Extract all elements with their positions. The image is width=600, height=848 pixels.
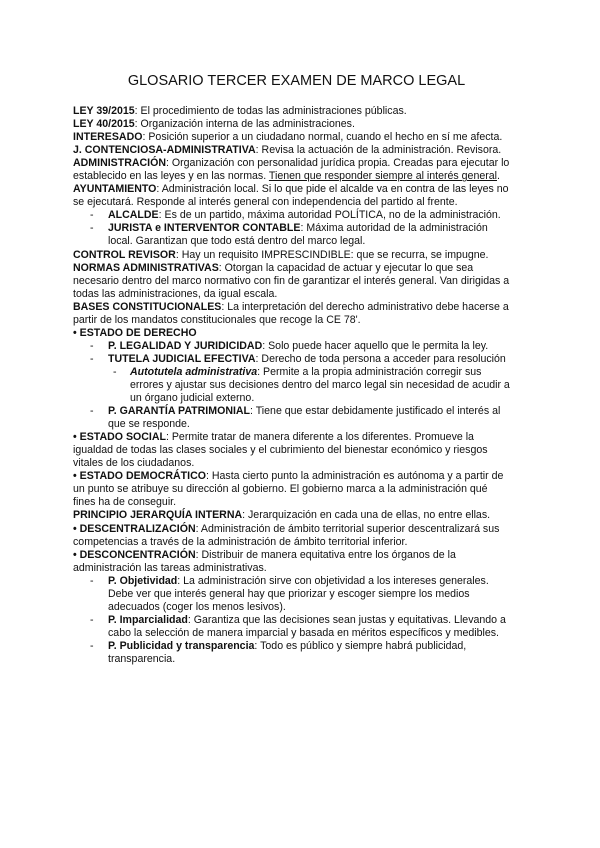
definition: : Es de un partido, máxima autoridad POLÍTICA, no de la administración.: [158, 209, 501, 222]
definition: : Todo es público y siempre habrá publicidad, transparencia.: [108, 639, 467, 665]
term: • ESTADO DEMOCRÁTICO: [73, 470, 206, 483]
entry-normas: [73, 262, 512, 301]
definition: : Solo puede hacer aquello que le permita la ley.: [262, 339, 489, 352]
term: LEY 39/2015: [73, 105, 135, 117]
definition: : La administración sirve con objetividad a los intereses generales. Debe ver que interés general hay que priorizar y escoger siempre los medios adecuados (coger los menos lesivos).: [108, 574, 489, 613]
entry-autotutela: [73, 366, 512, 405]
definition: : Distribuir de manera equitativa entre los órganos de la administración las tareas administrativas.: [73, 548, 456, 574]
term: P. Imparcialidad: [108, 613, 188, 626]
definition: : Organización interna de las administraciones.: [134, 118, 355, 131]
term: Autotutela administrativa: [130, 365, 258, 378]
term: J. CONTENCIOSA-ADMINISTRATIVA: [73, 144, 256, 157]
definition: : Hasta cierto punto la administración es autónoma y a partir de un punto se atribuye su dirección al gobierno. El gobierno marca a la administración qué fines ha de conseguir.: [73, 470, 504, 509]
entry-ley-39: [73, 105, 512, 118]
entry-ley-40: [73, 118, 512, 131]
entry-desconcentracion: [73, 549, 512, 575]
list-dash: -: [113, 365, 117, 378]
definition: : Hay un requisito IMPRESCINDIBLE: que se recurra, se impugne.: [175, 248, 489, 261]
entry-interesado: [73, 131, 512, 144]
term: BASES CONSTITUCIONALES: [73, 300, 222, 313]
definition: : La interpretación del derecho administrativo debe hacerse a partir de los mandatos constitucionales que recoge la CE 78'.: [73, 300, 509, 326]
term: LEY 40/2015: [73, 118, 135, 131]
term: TUTELA JUDICIAL EFECTIVA: [108, 352, 256, 365]
entry-jerarquia: [73, 509, 512, 522]
entry-garantia: [73, 405, 512, 431]
term: AYUNTAMIENTO: [73, 183, 157, 196]
definition: : Máxima autoridad de la administración local. Garantizan que todo está dentro del marco legal.: [108, 222, 488, 248]
entry-legalidad: [73, 340, 512, 353]
definition: : Garantiza que las decisiones sean justas y equitativas. Llevando a cabo la selección de manera imparcial y basada en méritos específicos y medibles.: [108, 613, 506, 639]
term: INTERESADO: [73, 131, 143, 144]
list-dash: -: [90, 639, 94, 652]
entry-estado-democratico: [73, 470, 512, 509]
term: • DESCONCENTRACIÓN: [73, 548, 196, 561]
entry-estado-derecho: [73, 327, 512, 340]
definition: : Posición superior a un ciudadano normal, cuando el hecho en sí me afecta.: [142, 131, 503, 144]
entry-estado-social: [73, 431, 512, 470]
entry-imparcialidad: [73, 614, 512, 640]
term: • ESTADO DE DERECHO: [73, 326, 197, 339]
list-dash: -: [90, 405, 94, 418]
entry-contenciosa: [73, 144, 512, 157]
definition-end: .: [497, 170, 500, 183]
list-dash: -: [90, 339, 94, 352]
list-dash: -: [90, 209, 94, 222]
definition: : El procedimiento de todas las administraciones públicas.: [134, 105, 407, 117]
definition: : Derecho de toda persona a acceder para resolución: [255, 352, 506, 365]
term: P. GARANTÍA PATRIMONIAL: [108, 405, 251, 418]
definition: : Permite tratar de manera diferente a los diferentes. Promueve la igualdad de todas las clases sociales y el cubrimiento del bienestar económico y riesgos vitales de los ciudadanos.: [73, 431, 488, 470]
entry-descentralizacion: [73, 523, 512, 549]
document-title: GLOSARIO TERCER EXAMEN DE MARCO LEGAL: [127, 73, 466, 89]
term: CONTROL REVISOR: [73, 248, 176, 261]
definition: : Permite a la propia administración corregir sus errores y ajustar sus decisiones dentro del marco legal sin necesidad de acudir a un órgano judicial externo.: [130, 365, 510, 405]
entry-bases: [73, 301, 512, 327]
definition: : Administración local. Si lo que pide el alcalde va en contra de las leyes no se ejecutará. Responde al interés general con independencia del partido al frente.: [73, 183, 509, 209]
term: JURISTA e INTERVENTOR CONTABLE: [108, 222, 301, 235]
term: ADMINISTRACIÓN: [73, 157, 166, 170]
definition: : Otorgan la capacidad de actuar y ejecutar lo que sea necesario dentro del marco normativo con fin de garantizar el interés general. Van dirigidas a todas las administraciones, da igual escala.: [73, 261, 510, 300]
definition: : Jerarquización en cada una de ellas, no entre ellas.: [242, 509, 491, 522]
list-dash: -: [90, 574, 94, 587]
term: P. Objetividad: [108, 574, 178, 587]
entry-ayuntamiento: [73, 183, 512, 209]
entry-jurista: [73, 222, 512, 248]
entry-tutela: [73, 353, 512, 366]
term: NORMAS ADMINISTRATIVAS: [73, 261, 219, 274]
term: P. LEGALIDAD Y JURIDICIDAD: [108, 339, 263, 352]
term: P. Publicidad y transparencia: [108, 639, 255, 652]
term: ALCALDE: [108, 209, 159, 222]
entry-objetividad: [73, 575, 512, 614]
definition: : Organización con personalidad jurídica propia. Creadas para ejecutar lo establecido en las leyes y en las normas.: [73, 157, 510, 183]
entry-administracion: [73, 157, 512, 183]
list-dash: -: [90, 222, 94, 235]
term: PRINCIPIO JERARQUÍA INTERNA: [73, 509, 243, 522]
list-dash: -: [90, 352, 94, 365]
definition: : Tiene que estar debidamente justificado el interés al que se responde.: [108, 405, 501, 431]
entry-alcalde: [73, 209, 512, 222]
term: • ESTADO SOCIAL: [73, 431, 166, 444]
entry-publicidad: [73, 640, 512, 666]
underlined-definition: Tienen que responder siempre al interés general: [268, 170, 498, 183]
term: • DESCENTRALIZACIÓN: [73, 522, 196, 535]
entry-control-revisor: [73, 249, 512, 262]
definition: : Revisa la actuación de la administración. Revisora.: [255, 144, 502, 157]
definition: : Administración de ámbito territorial superior descentralizará sus competencias a través de la administración de ámbito territorial inferior.: [73, 522, 500, 548]
list-dash: -: [90, 613, 94, 626]
